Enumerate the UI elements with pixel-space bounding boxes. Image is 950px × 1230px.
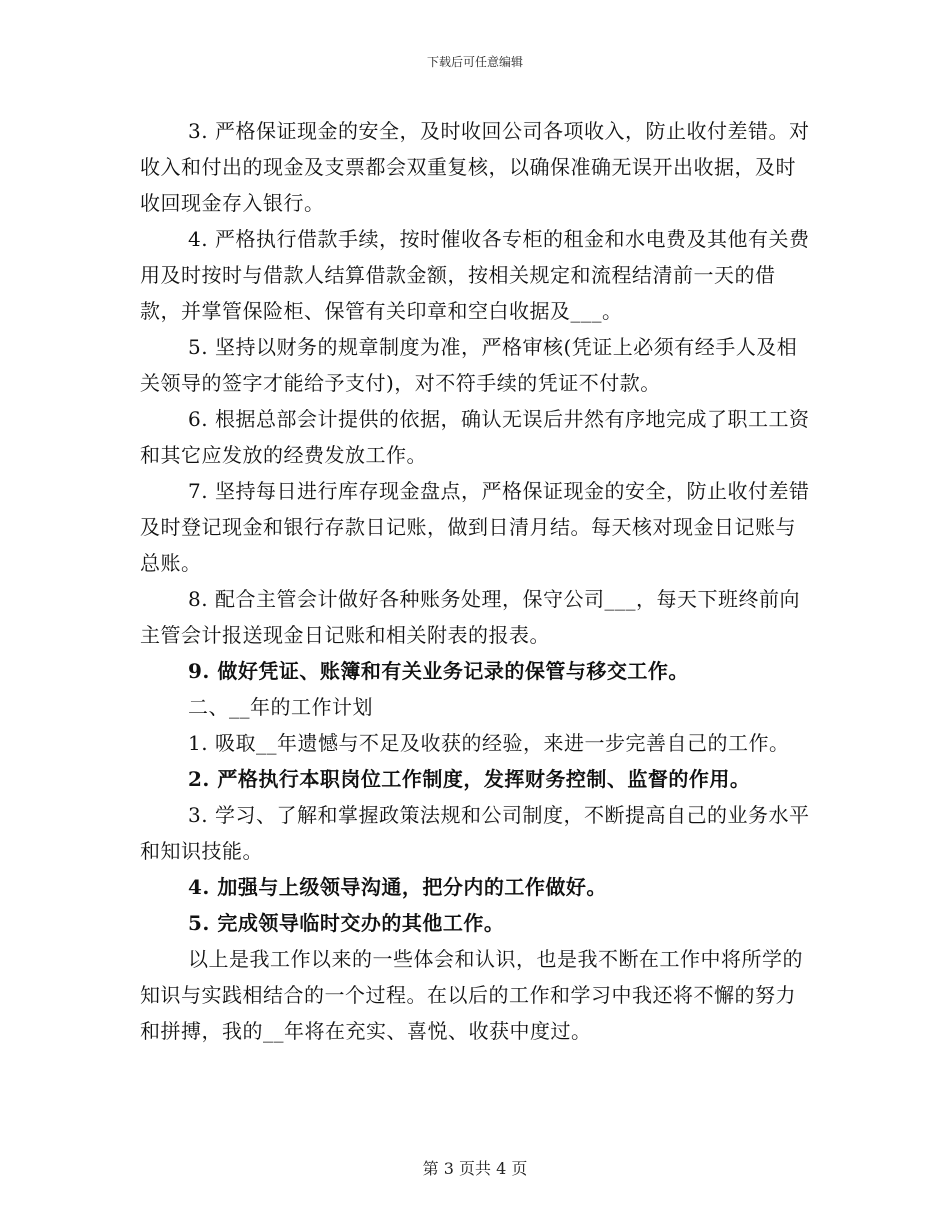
document-body <box>140 113 810 1049</box>
plan-item-1: 1. 吸取__年遗憾与不足及收获的经验，来进一步完善自己的工作。 <box>188 731 790 755</box>
paragraph-item-5: 5. 坚持以财务的规章制度为准，严格审核(凭证上必须有经手人及相关领导的签字才能给予支付)，对不符手续的凭证不付款。 <box>140 335 798 395</box>
paragraph-item-4: 4. 严格执行借款手续，按时催收各专柜的租金和水电费及其他有关费用及时按时与借款人结算借款金额，按相关规定和流程结清前一天的借款，并掌管保险柜、保管有关印章和空白收据及___。 <box>140 227 810 323</box>
paragraph-item-9: 9. 做好凭证、账簿和有关业务记录的保管与移交工作。 <box>188 659 689 683</box>
paragraph-item-7: 7. 坚持每日进行库存现金盘点，严格保证现金的安全，防止收付差错及时登记现金和银行存款日记账，做到日清月结。每天核对现金日记账与总账。 <box>140 479 810 575</box>
plan-item-5: 5. 完成领导临时交办的其他工作。 <box>188 911 505 935</box>
plan-item-3: 3. 学习、了解和掌握政策法规和公司制度，不断提高自己的业务水平和知识技能。 <box>140 803 810 863</box>
section-heading: 二、__年的工作计划 <box>188 695 373 719</box>
page-footer: 第 3 页共 4 页 <box>422 1159 528 1178</box>
paragraph-item-3: 3. 严格保证现金的安全，及时收回公司各项收入，防止收付差错。对收入和付出的现金及支票都会双重复核，以确保准确无误开出收据，及时收回现金存入银行。 <box>140 119 810 215</box>
plan-item-2: 2. 严格执行本职岗位工作制度，发挥财务控制、监督的作用。 <box>188 767 751 791</box>
closing-paragraph: 以上是我工作以来的一些体会和认识，也是我不断在工作中将所学的知识与实践相结合的一个过程。在以后的工作和学习中我还将不懈的努力和拼搏，我的__年将在充实、喜悦、收获中度过。 <box>140 947 803 1043</box>
page-header: 下载后可任意编辑 <box>426 55 523 69</box>
paragraph-item-8: 8. 配合主管会计做好各种账务处理，保守公司___，每天下班终前向主管会计报送现金日记账和相关附表的报表。 <box>140 587 800 647</box>
plan-item-4: 4. 加强与上级领导沟通，把分内的工作做好。 <box>188 875 607 899</box>
paragraph-item-6: 6. 根据总部会计提供的依据，确认无误后井然有序地完成了职工工资和其它应发放的经费发放工作。 <box>140 407 810 467</box>
